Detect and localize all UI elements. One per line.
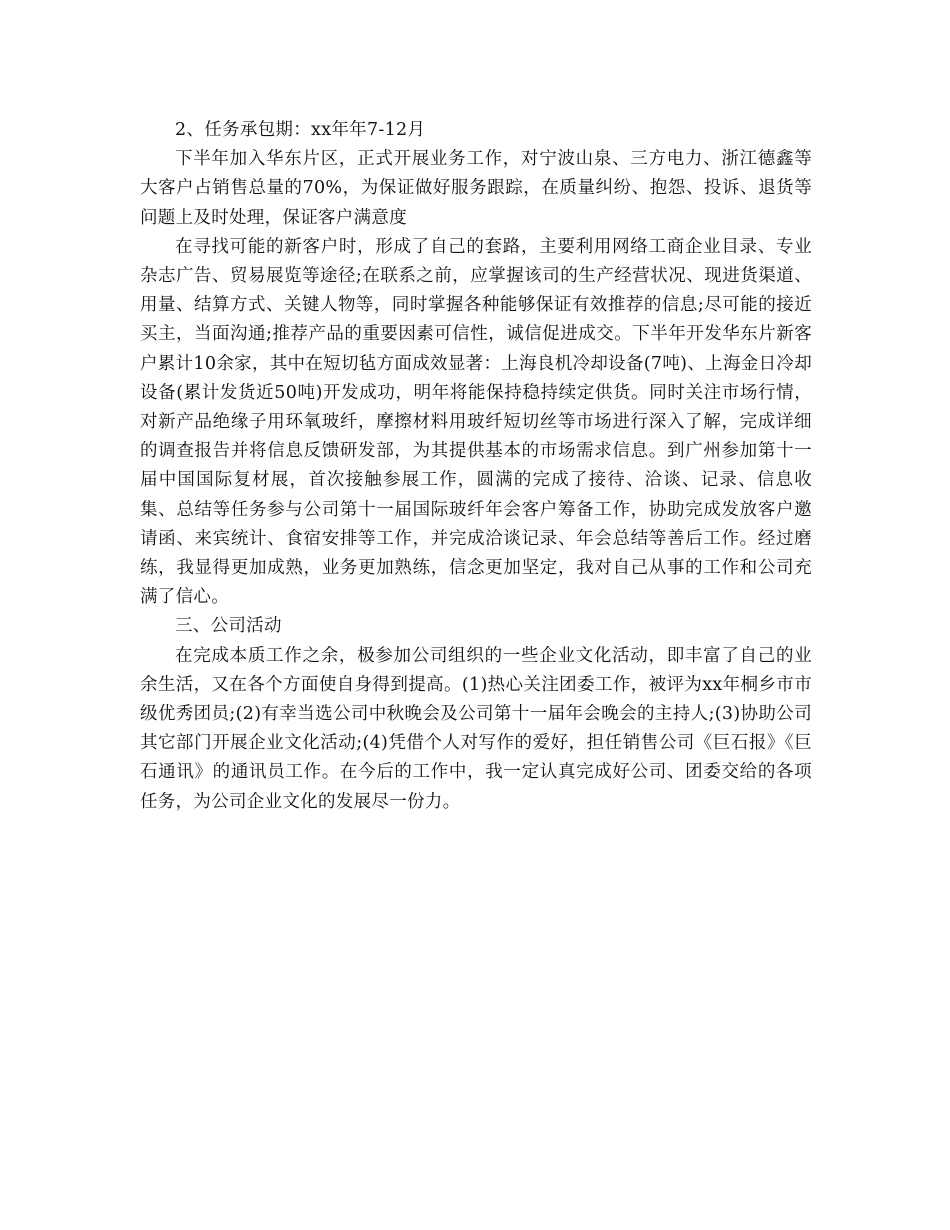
section-heading-company-activities: 三、公司活动 bbox=[175, 616, 282, 637]
paragraph-new-customers: 在寻找可能的新客户时，形成了自己的套路，主要利用网络工商企业目录、专业杂志广告、贸易展览等途径;在联系之前，应掌握该司的生产经营状况、现进货渠道、用量、结算方式、关键人物等，同时掌握各种能够保证有效推荐的信息;尽可能的接近买主，当面沟通;推荐产品的重要因素可信性，诚信促进成交。下半年开发华东片新客户累计10余家，其中在短切毡方面成效显著：上海良机冷却设备(7吨)、上海金日冷却设备(累计发货近50吨)开发成功，明年将能保持稳持续定供货。同时关注市场行情，对新产品绝缘子用环氧玻纤，摩擦材料用玻纤短切丝等市场进行深入了解，完成详细的调查报告并将信息反馈研发部，为其提供基本的市场需求信息。到广州参加第十一届中国国际复材展，首次接触参展工作，圆满的完成了接待、洽谈、记录、信息收集、总结等任务参与公司第十一届国际玻纤年会客户筹备工作，协助完成发放客户邀请函、来宾统计、食宿安排等工作，并完成洽谈记录、年会总结等善后工作。经过磨练，我显得更加成熟，业务更加熟练，信念更加坚定，我对自己从事的工作和公司充满了信心。 bbox=[140, 236, 812, 608]
paragraph-east-china: 下半年加入华东片区，正式开展业务工作，对宁波山泉、三方电力、浙江德鑫等大客户占销售总量的70%，为保证做好服务跟踪，在质量纠纷、抱怨、投诉、退货等问题上及时处理，保证客户满意度 bbox=[140, 149, 812, 228]
paragraph-culture-activities: 在完成本质工作之余，极参加公司组织的一些企业文化活动，即丰富了自己的业余生活，又在各个方面使自身得到提高。(1)热心关注团委工作，被评为xx年桐乡市市级优秀团员;(2)有幸当选公司中秋晚会及公司第十一届年会晚会的主持人;(3)协助公司其它部门开展企业文化活动;(4)凭借个人对写作的爱好，担任销售公司《巨石报》《巨石通讯》的通讯员工作。在今后的工作中，我一定认真完成好公司、团委交给的各项任务，为公司企业文化的发展尽一份力。 bbox=[140, 645, 812, 812]
document-body bbox=[140, 116, 812, 817]
section-heading-task-period: 2、任务承包期：xx年年7-12月 bbox=[175, 120, 426, 140]
